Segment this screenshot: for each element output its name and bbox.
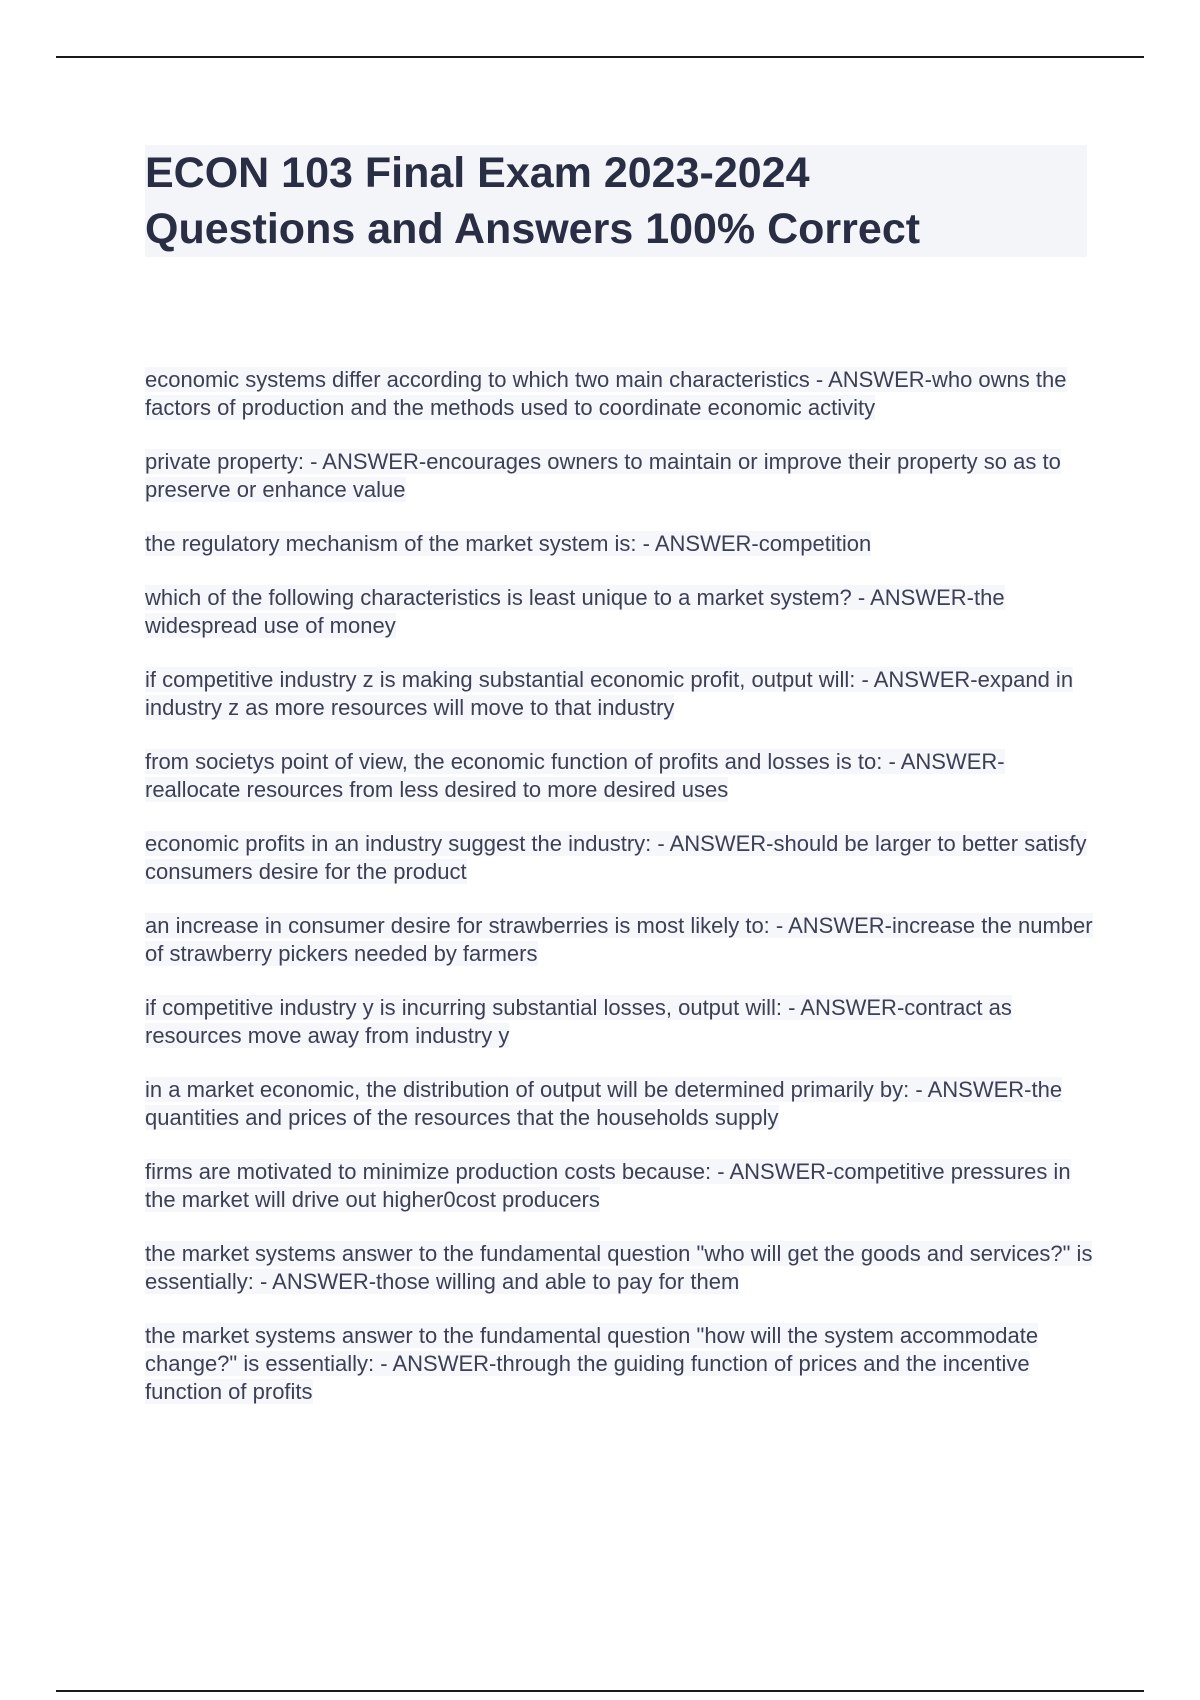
title-line-2: Questions and Answers 100% Correct xyxy=(145,205,921,253)
title-line-1: ECON 103 Final Exam 2023-2024 xyxy=(145,149,810,197)
qa-item xyxy=(145,584,1095,640)
qa-text: economic profits in an industry suggest the industry: - ANSWER-should be larger to better satisfy consumers desire for the product xyxy=(145,831,1087,884)
qa-text: the market systems answer to the fundamental question "how will the system accommodate change?" is essentially: - ANSWER-through the guiding function of prices and the incentive function of profits xyxy=(145,1323,1039,1404)
qa-text: in a market economic, the distribution of output will be determined primarily by: - ANSWER-the quantities and prices of the resources that the households supply xyxy=(145,1077,1063,1130)
qa-item xyxy=(145,830,1095,886)
qa-item xyxy=(145,1240,1095,1296)
qa-item xyxy=(145,530,1095,558)
qa-item xyxy=(145,448,1095,504)
qa-item xyxy=(145,994,1095,1050)
qa-text: if competitive industry y is incurring substantial losses, output will: - ANSWER-contract as resources move away from industry y xyxy=(145,995,1012,1048)
qa-item xyxy=(145,1322,1095,1406)
qa-item xyxy=(145,366,1095,422)
qa-item xyxy=(145,748,1095,804)
qa-text: from societys point of view, the economic function of profits and losses is to: - ANSWER-reallocate resources from less desired to more desired uses xyxy=(145,749,1005,802)
qa-text: if competitive industry z is making substantial economic profit, output will: - ANSWER-expand in industry z as more resources will move to that industry xyxy=(145,667,1074,720)
qa-text: economic systems differ according to which two main characteristics - ANSWER-who owns the factors of production and the methods used to coordinate economic activity xyxy=(145,367,1067,420)
qa-text: which of the following characteristics is least unique to a market system? - ANSWER-the widespread use of money xyxy=(145,585,1005,638)
qa-item xyxy=(145,666,1095,722)
qa-item xyxy=(145,1158,1095,1214)
qa-item xyxy=(145,912,1095,968)
qa-item xyxy=(145,1076,1095,1132)
qa-text: firms are motivated to minimize production costs because: - ANSWER-competitive pressures in the market will drive out higher0cost producers xyxy=(145,1159,1071,1212)
bottom-rule xyxy=(56,1690,1144,1692)
qa-text: the market systems answer to the fundamental question "who will get the goods and services?" is essentially: - ANSWER-those willing and able to pay for them xyxy=(145,1241,1093,1294)
qa-text: private property: - ANSWER-encourages owners to maintain or improve their property so as to preserve or enhance value xyxy=(145,449,1061,502)
page-title xyxy=(145,145,1087,257)
qa-list xyxy=(145,366,1095,1432)
qa-text: an increase in consumer desire for strawberries is most likely to: - ANSWER-increase the number of strawberry pickers needed by farmers xyxy=(145,913,1093,966)
qa-text: the regulatory mechanism of the market system is: - ANSWER-competition xyxy=(145,531,872,556)
top-rule xyxy=(56,56,1144,58)
title-block xyxy=(145,145,1087,257)
